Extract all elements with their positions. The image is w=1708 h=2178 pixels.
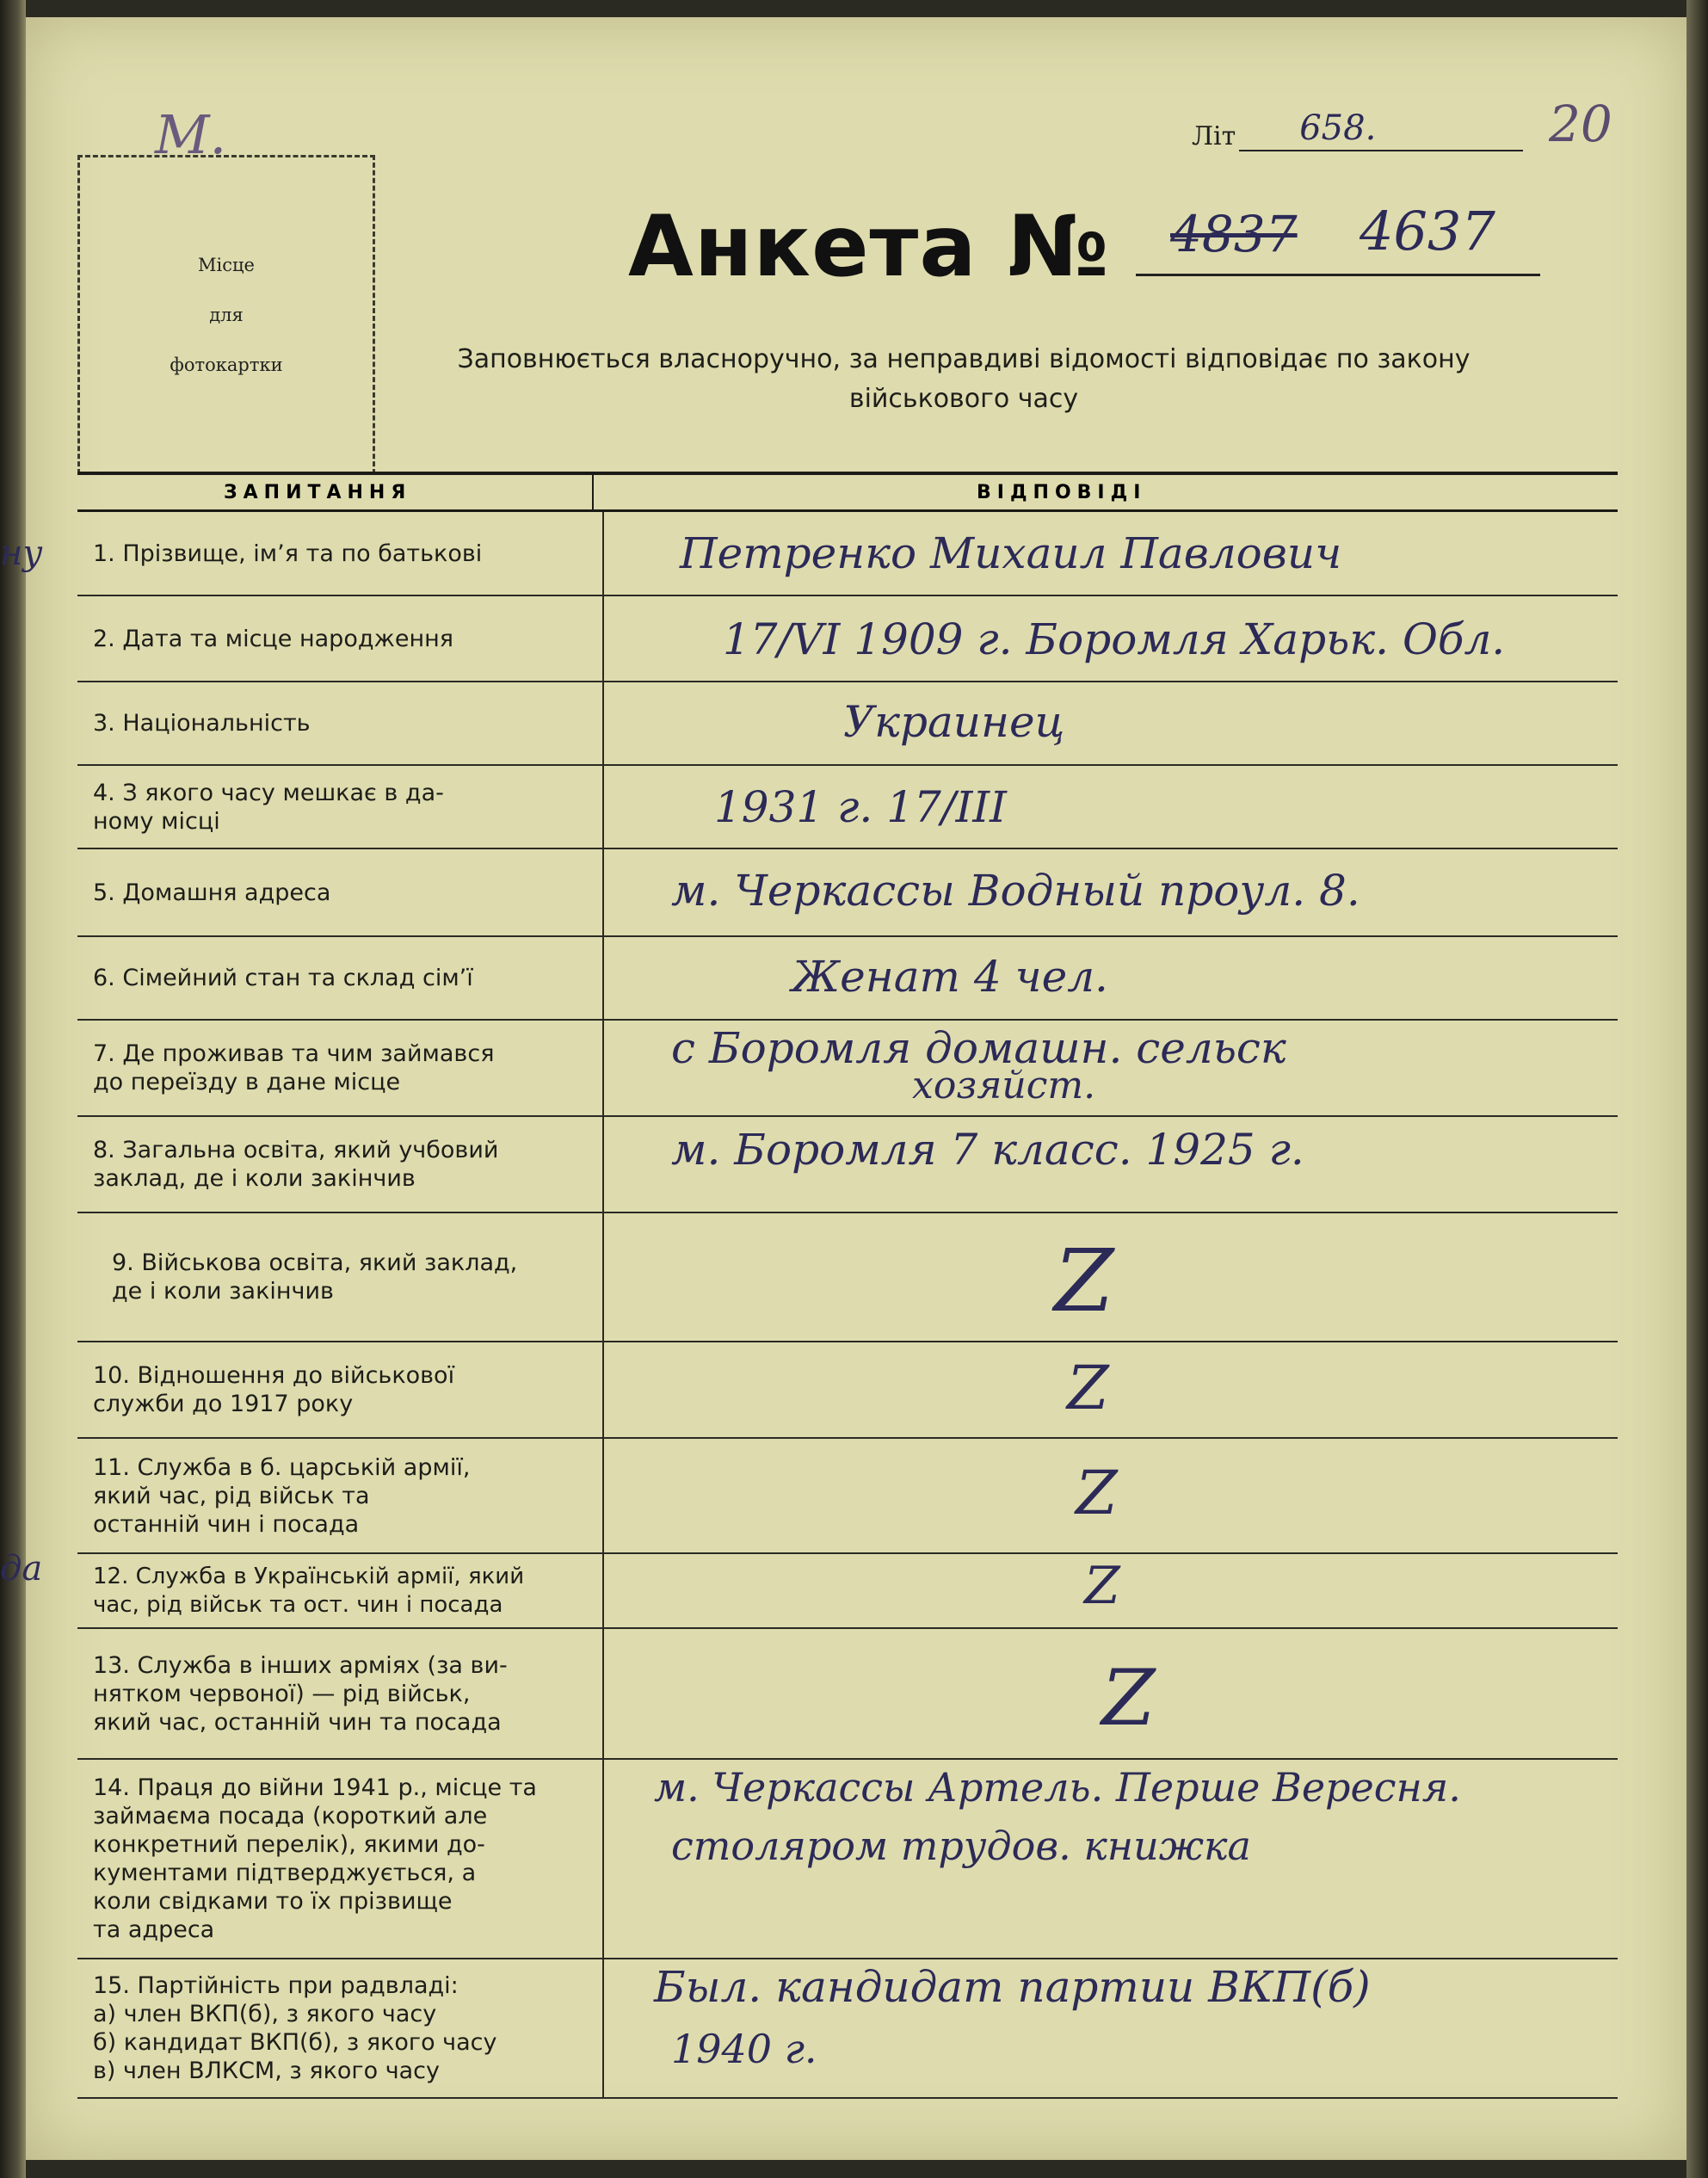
fill-instructions: Заповнюється власноручно, за неправдиві відомості відповідає по закону військового часу [457,344,1471,414]
binding-shadow [0,0,26,2178]
answer-text: с Боромля домашн. сельск [671,1023,1286,1073]
margin-note: да [0,1549,43,1589]
corner-mark-top-left: М. [155,103,227,166]
question-cell: 1. Прізвище, ім’я та по батькові [77,512,604,595]
corner-mark-top-right: 20 [1549,95,1612,153]
table-row [77,1760,1618,1959]
answer-cell [620,766,1618,848]
header-divider [592,475,594,509]
table-row [77,766,1618,849]
table-header [77,472,1618,512]
answer-text: 1931 г. 17/III [714,782,1007,832]
answer-text: Женат 4 чел. [792,952,1108,1002]
photo-label: для [209,304,244,325]
question-cell: 14. Праця до війни 1941 р., місце та займаєма посада (короткий але конкретний перелік), якими до- кументами підтверджується, а коли свідками то їх прізвище та адреса [77,1760,604,1958]
answer-text: столяром трудов. книжка [671,1823,1251,1869]
answer-cell [620,512,1618,595]
question-cell: 10. Відношення до військової служби до 1917 року [77,1342,604,1437]
question-cell: 11. Служба в б. царській армії, який час, рід військ та останній чин і посада [77,1439,604,1552]
question-cell: 4. З якого часу мешкає в да- ному місці [77,766,604,848]
table-row [77,1554,1618,1629]
answer-cell [620,1213,1618,1341]
question-cell: 3. Національність [77,682,604,764]
question-cell: 5. Домашня адреса [77,849,604,935]
header-questions: ЗАПИТАННЯ [224,482,412,503]
answer-cell [620,1439,1618,1552]
dash-mark: Z [1067,1353,1109,1423]
table-row [77,1959,1618,2099]
photo-placeholder [77,155,375,474]
table-row [77,512,1618,596]
dash-mark: Z [1054,1231,1114,1331]
question-cell: 6. Сімейний стан та склад сім’ї [77,937,604,1019]
table-row [77,1629,1618,1760]
form-title: Анкета № [628,198,1110,296]
table-row [77,1439,1618,1554]
questionnaire-table [77,472,1618,2099]
table-row [77,937,1618,1021]
answer-text: м. Боромля 7 класс. 1925 г. [671,1125,1304,1175]
table-row [77,849,1618,937]
question-cell: 7. Де проживав та чим займався до переїзду в дане місце [77,1021,604,1115]
answer-cell [620,1021,1618,1115]
answer-cell [620,1117,1618,1212]
question-cell: 9. Військова освіта, який заклад, де і коли закінчив [77,1213,604,1341]
photo-label: Місце [198,254,255,275]
dash-mark: Z [1076,1458,1118,1528]
page-edge [1686,0,1708,2178]
question-cell: 15. Партійність при радвладі: а) член ВКП(б), з якого часу б) кандидат ВКП(б), з якого часу в) член ВЛКСМ, з якого часу [77,1959,604,2097]
answer-cell [620,849,1618,935]
answer-text: Петренко Михаил Павлович [680,528,1342,578]
table-row [77,1213,1618,1342]
answer-text: хозяйст. [912,1064,1096,1108]
margin-note: ну [0,534,43,573]
answer-text: Был. кандидат партии ВКП(б) [654,1962,1371,2012]
lit-field [1192,108,1523,151]
form-number-line [1136,274,1540,276]
answer-cell [620,1554,1618,1627]
question-cell: 2. Дата та місце народження [77,596,604,681]
table-row [77,1342,1618,1439]
dash-mark: Z [1101,1653,1156,1743]
answer-cell [620,1959,1618,2097]
answer-cell [620,937,1618,1019]
table-row [77,682,1618,766]
header-answers: ВІДПОВІДІ [977,482,1147,503]
question-cell: 8. Загальна освіта, який учбовий заклад, де і коли закінчив [77,1117,604,1212]
dash-mark: Z [1084,1556,1120,1616]
lit-value: 658. [1299,108,1377,148]
question-cell: 13. Служба в інших арміях (за ви- нятком червоної) — рід військ, який час, останній чин та посада [77,1629,604,1758]
table-row [77,596,1618,682]
answer-cell [620,1760,1618,1958]
answer-cell [620,596,1618,681]
answer-text: 17/VI 1909 г. Боромля Харьк. Обл. [723,614,1506,664]
answer-cell [620,1342,1618,1437]
photo-label: фотокартки [170,354,283,375]
table-row [77,1117,1618,1213]
answer-text: Украинец [843,697,1065,747]
answer-text: м. Черкассы Водный проул. 8. [671,866,1360,916]
question-cell: 12. Служба в Українській армії, який час, рід військ та ост. чин і посада [77,1554,604,1627]
answer-cell [620,1629,1618,1758]
form-number-crossed: 4837 [1170,205,1298,263]
table-row [77,1021,1618,1117]
answer-cell [620,682,1618,764]
form-number: 4637 [1360,200,1495,262]
answer-text: м. Черкассы Артель. Перше Вересня. [654,1764,1461,1811]
answer-text: 1940 г. [671,2026,817,2072]
lit-label: Літ [1192,121,1236,151]
